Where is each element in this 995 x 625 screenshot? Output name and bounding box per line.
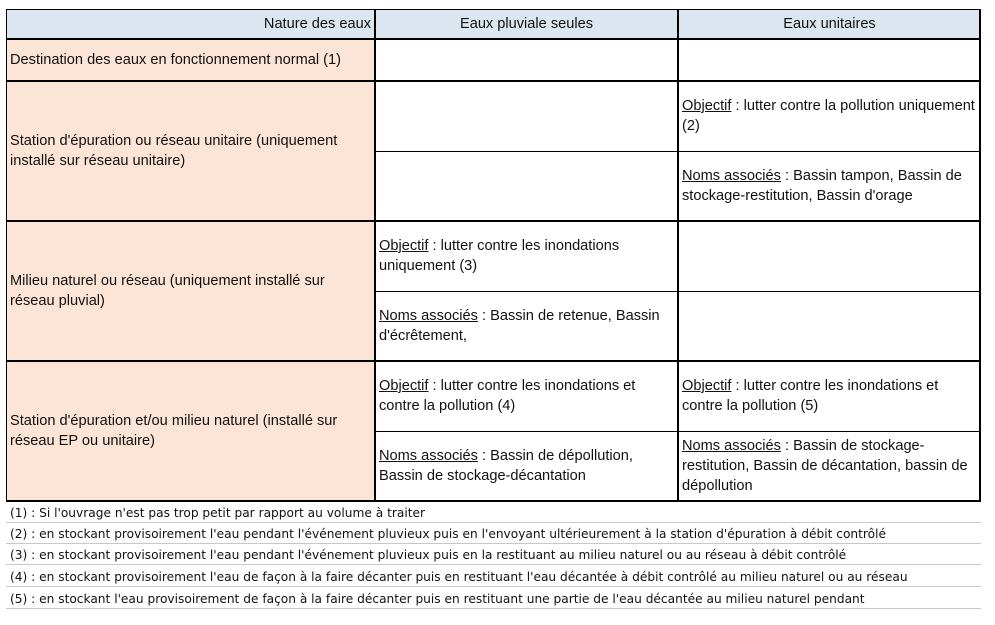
noms-associes-label: Noms associés: [379, 308, 478, 324]
objectif-label: Objectif: [682, 378, 732, 394]
cell-station-unitaire-noms: [678, 151, 981, 221]
cell-station-milieu-noms-unitaire: [678, 431, 981, 501]
cell-station-unitaire-pluvial-top: [375, 81, 678, 151]
cell-station-milieu-noms-pluvial: [375, 431, 678, 501]
cell-milieu-pluvial-unitaire-top: [678, 221, 981, 291]
noms-associes-label: Noms associés: [682, 168, 781, 184]
border-h-3: [6, 360, 981, 362]
objectif-label: Objectif: [379, 378, 429, 394]
footnote-4: (4) : en stockant provisoirement l'eau de façon à la faire décanter puis en restituant l'eau décantée à débit contrôlé au milieu naturel ou au réseau: [6, 567, 981, 587]
footnote-5: (5) : en stockant l'eau provisoirement de façon à la faire décanter puis en restituant une partie de l'eau décantée au milieu naturel pendant: [6, 589, 981, 609]
footnote-1: (1) : Si l'ouvrage n'est pas trop petit par rapport au volume à traiter: [6, 503, 981, 523]
header-nature-des-eaux: Nature des eaux: [6, 9, 375, 39]
noms-associes-label: Noms associés: [379, 448, 478, 464]
objectif-text: : lutter contre les inondations et contre la pollution (5): [682, 378, 939, 414]
footnote-3: (3) : en stockant provisoirement l'eau pendant l'événement pluvieux puis en la restituant au milieu naturel ou au réseau à débit contrôlé: [6, 545, 981, 565]
noms-associes-label: Noms associés: [682, 438, 781, 454]
border-top: [6, 9, 981, 10]
noms-associes-text: : Bassin tampon, Bassin de stockage-restitution, Bassin d'orage: [682, 168, 962, 204]
border-h-bottom: [6, 500, 981, 502]
cell-station-milieu-objectif-unitaire: [678, 361, 981, 431]
cell-station-unitaire-objectif: [678, 81, 981, 151]
objectif-label: Objectif: [682, 98, 732, 114]
border-h-1: [6, 80, 981, 82]
cell-milieu-pluvial-unitaire-bottom: [678, 291, 981, 361]
objectif-text: : lutter contre les inondations et contre la pollution (4): [379, 378, 636, 414]
row-label-milieu-pluvial: Milieu naturel ou réseau (uniquement installé sur réseau pluvial): [6, 221, 375, 361]
cell-milieu-pluvial-noms: [375, 291, 678, 361]
cell-destination-pluvial: [375, 39, 678, 81]
objectif-text: : lutter contre les inondations uniquement (3): [379, 238, 620, 274]
row-label-station-unitaire: Station d'épuration ou réseau unitaire (uniquement installé sur réseau unitaire): [6, 81, 375, 221]
header-eaux-pluviales: Eaux pluviale seules: [375, 9, 678, 39]
cell-station-milieu-objectif-pluvial: [375, 361, 678, 431]
cell-station-unitaire-pluvial-bottom: [375, 151, 678, 221]
noms-associes-text: : Bassin de dépollution, Bassin de stockage-décantation: [379, 448, 633, 484]
border-v-left: [6, 9, 7, 502]
objectif-label: Objectif: [379, 238, 429, 254]
border-h-2: [6, 220, 981, 222]
header-eaux-unitaires: Eaux unitaires: [678, 9, 981, 39]
border-v-right: [979, 9, 981, 502]
row-label-destination: Destination des eaux en fonctionnement normal (1): [6, 39, 375, 81]
footnote-2: (2) : en stockant provisoirement l'eau pendant l'événement pluvieux puis en l'envoyant ultérieurement à la station d'épuration à débit contrôlé: [6, 524, 981, 544]
border-h-header: [6, 38, 981, 40]
border-v-1: [374, 9, 376, 502]
noms-associes-text: : Bassin de stockage-restitution, Bassin de décantation, bassin de dépollution: [682, 438, 968, 494]
border-v-2: [677, 9, 679, 502]
cell-destination-unitaire: [678, 39, 981, 81]
row-label-station-milieu: Station d'épuration et/ou milieu naturel (installé sur réseau EP ou unitaire): [6, 361, 375, 501]
cell-milieu-pluvial-objectif: [375, 221, 678, 291]
objectif-text: : lutter contre la pollution uniquement (2): [682, 98, 975, 134]
noms-associes-text: : Bassin de retenue, Bassin d'écrêtement,: [379, 308, 660, 344]
